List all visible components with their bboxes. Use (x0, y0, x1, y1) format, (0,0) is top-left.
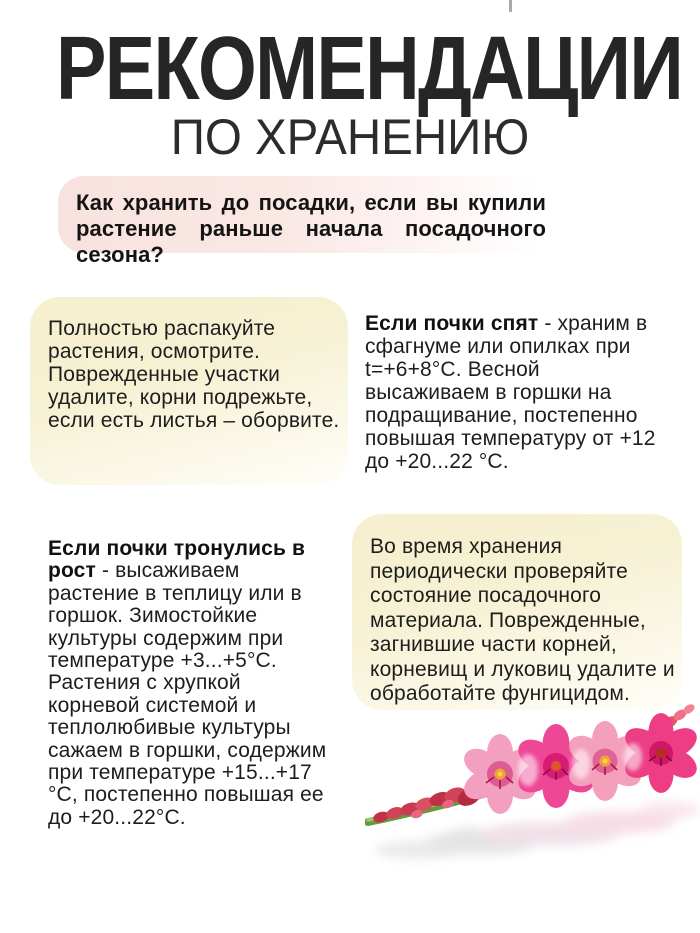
gladiolus-flower-illustration (365, 698, 700, 893)
question-box (58, 176, 562, 267)
card-unpack-text: Полностью распакуйте растения, осмотрите. Поврежденные участки удалите, корни подрежьте, если есть листья – оборвите. (48, 317, 340, 432)
card-dormant-buds-text: - храним в сфагнуме или опилках при t=+6+8°С. Весной высаживаем в горшки на подращивание, постепенно повышая температуру от +12 до +20...22 °С. (365, 312, 656, 473)
card-check-storage-text: Во время хранения периодически проверяйте состояние посадочного материала. Поврежденные, загнившие части корней, корневищ и луковиц удалите и обработайте фунгицидом. (370, 535, 675, 705)
card-sprouted-buds (48, 538, 336, 829)
card-unpack-box (30, 297, 348, 485)
card-sprouted-buds-lead: Если почки тронулись в рост (48, 537, 306, 583)
card-dormant-buds-lead: Если почки спят (365, 312, 539, 335)
card-sprouted-buds-text: - высаживаем растение в теплицу или в горшок. Зимостойкие культуры содержим при температуре +3...+5°С. Растения с хрупкой корневой системой и теплолюбивые культуры сажаем в горшки, содержим при температуре +15...+17 °С, постепенно повышая ее до +20...22°С. (48, 559, 327, 829)
card-check-storage-box (352, 514, 682, 710)
page-subtitle: ПО ХРАНЕНИЮ (170, 109, 530, 165)
question-text: Как хранить до посадки, если вы купили растение раньше начала посадочного сезона? (76, 190, 546, 267)
card-dormant-buds (365, 312, 665, 473)
top-edge-artifact (509, 0, 512, 12)
page-title: РЕКОМЕНДАЦИИ (56, 19, 682, 119)
